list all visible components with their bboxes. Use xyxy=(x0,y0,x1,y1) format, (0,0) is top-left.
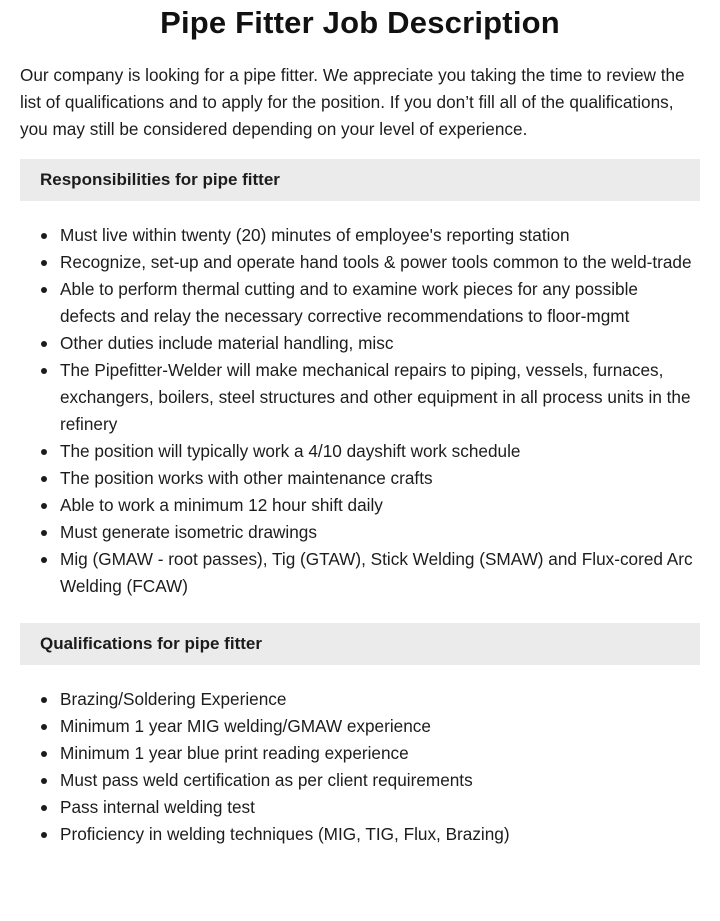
list-item xyxy=(20,713,700,740)
page-title: Pipe Fitter Job Description xyxy=(160,5,560,40)
bullet-icon xyxy=(41,557,47,563)
list-item-text: Must generate isometric drawings xyxy=(60,522,317,542)
list-item xyxy=(20,821,700,848)
bullet-icon xyxy=(41,341,47,347)
list-item-text: Minimum 1 year MIG welding/GMAW experience xyxy=(60,716,431,736)
list-item xyxy=(20,222,700,249)
list-item-text: The position works with other maintenance crafts xyxy=(60,468,433,488)
bullet-icon xyxy=(41,287,47,293)
list-item-text: Able to work a minimum 12 hour shift daily xyxy=(60,495,383,515)
qualifications-heading: Qualifications for pipe fitter xyxy=(20,623,700,665)
list-item-text: Pass internal welding test xyxy=(60,797,255,817)
qualifications-list xyxy=(20,686,700,848)
bullet-icon xyxy=(41,778,47,784)
bullet-icon xyxy=(41,503,47,509)
list-item xyxy=(20,465,700,492)
intro-paragraph: Our company is looking for a pipe fitter. We appreciate you taking the time to review the list of qualifications and to apply for the position. If you don’t fill all of the qualifications, you may still be considered depending on your level of experience. xyxy=(20,65,685,139)
list-item-text: Able to perform thermal cutting and to examine work pieces for any possible defects and relay the necessary corrective recommendations to floor-mgmt xyxy=(60,279,638,326)
list-item xyxy=(20,357,700,438)
list-item xyxy=(20,492,700,519)
bullet-icon xyxy=(41,832,47,838)
list-item xyxy=(20,686,700,713)
list-item xyxy=(20,330,700,357)
bullet-icon xyxy=(41,805,47,811)
list-item xyxy=(20,276,700,330)
bullet-icon xyxy=(41,530,47,536)
bullet-icon xyxy=(41,751,47,757)
list-item-text: Recognize, set-up and operate hand tools & power tools common to the weld-trade xyxy=(60,252,692,272)
list-item xyxy=(20,438,700,465)
list-item xyxy=(20,794,700,821)
list-item xyxy=(20,249,700,276)
bullet-icon xyxy=(41,697,47,703)
bullet-icon xyxy=(41,368,47,374)
list-item-text: The Pipefitter-Welder will make mechanical repairs to piping, vessels, furnaces, exchangers, boilers, steel structures and other equipment in all process units in the refinery xyxy=(60,360,691,434)
responsibilities-list xyxy=(20,222,700,600)
list-item-text: Must pass weld certification as per client requirements xyxy=(60,770,473,790)
bullet-icon xyxy=(41,724,47,730)
responsibilities-heading: Responsibilities for pipe fitter xyxy=(20,159,700,201)
list-item xyxy=(20,519,700,546)
list-item-text: The position will typically work a 4/10 dayshift work schedule xyxy=(60,441,521,461)
bullet-icon xyxy=(41,476,47,482)
list-item-text: Brazing/Soldering Experience xyxy=(60,689,287,709)
list-item xyxy=(20,740,700,767)
bullet-icon xyxy=(41,260,47,266)
bullet-icon xyxy=(41,233,47,239)
list-item xyxy=(20,546,700,600)
list-item-text: Must live within twenty (20) minutes of employee's reporting station xyxy=(60,225,570,245)
list-item-text: Other duties include material handling, misc xyxy=(60,333,394,353)
list-item-text: Mig (GMAW - root passes), Tig (GTAW), Stick Welding (SMAW) and Flux-cored Arc Welding (FCAW) xyxy=(60,549,693,596)
bullet-icon xyxy=(41,449,47,455)
list-item-text: Proficiency in welding techniques (MIG, TIG, Flux, Brazing) xyxy=(60,824,510,844)
list-item xyxy=(20,767,700,794)
list-item-text: Minimum 1 year blue print reading experience xyxy=(60,743,409,763)
